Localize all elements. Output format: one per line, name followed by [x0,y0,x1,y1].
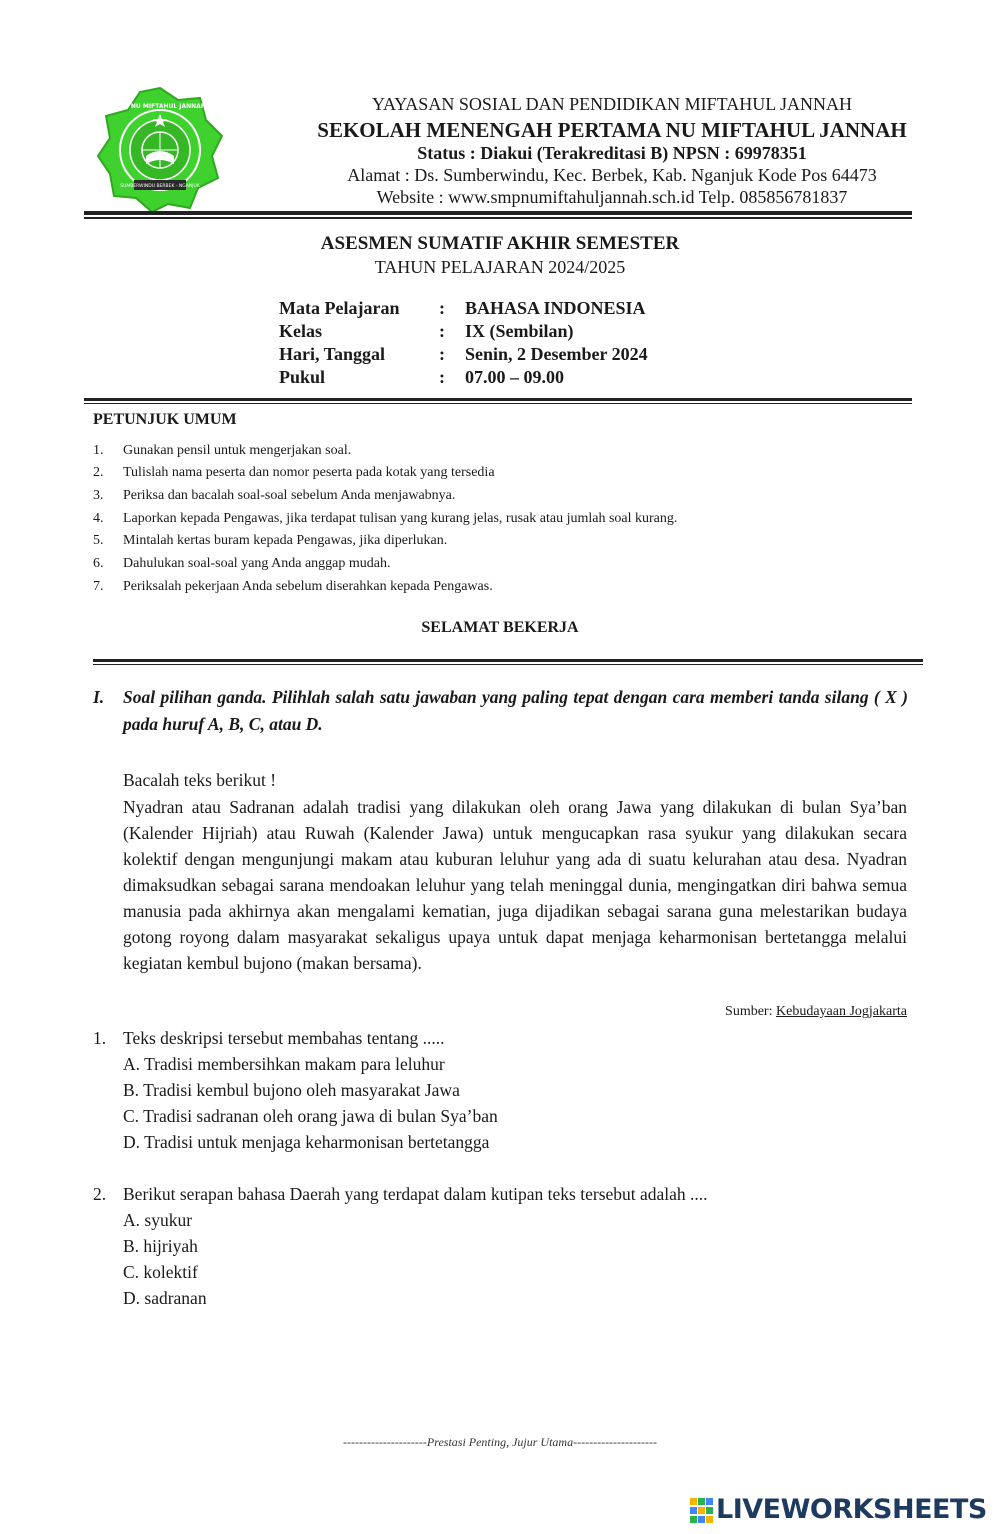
instruction-text: Dahulukan soal-soal yang Anda anggap mudah. [123,556,391,571]
logo-text-top: SMP NU MIFTAHUL JANNAH [114,103,206,110]
school-address: Alamat : Ds. Sumberwindu, Kec. Berbek, Kab. Nganjuk Kode Pos 64473 [347,165,877,185]
reading-source [725,1004,907,1020]
meta-divider-thick [84,398,912,401]
instruction-text: Periksa dan bacalah soal-soal sebelum Anda menjawabnya. [123,488,456,503]
q2-option-b[interactable]: B. hijriyah [123,1236,198,1256]
reading-prompt: Bacalah teks berikut ! [123,770,277,790]
section-divider-thick [93,659,923,662]
meta-value: 07.00 – 09.00 [465,367,564,387]
meta-divider-thin [84,403,912,404]
school-status: Status : Diakui (Terakreditasi B) NPSN : 69978351 [417,143,807,163]
q1-option-d[interactable]: D. Tradisi untuk menjaga keharmonisan bertetangga [123,1132,490,1152]
instruction-text: Tulislah nama peserta dan nomor peserta pada kotak yang tersedia [123,465,495,480]
meta-colon: : [439,321,445,341]
watermark-text: LIVEWORKSHEETS [716,1494,987,1525]
meta-key: Pukul [279,367,326,387]
source-link: Kebudayaan Jogjakarta [776,1004,907,1019]
footer-motto: ---------------------Prestasi Penting, Jujur Utama--------------------- [342,1435,658,1449]
instruction-text: Laporkan kepada Pengawas, jika terdapat tulisan yang kurang jelas, rusak atau jumlah soal kurang. [123,511,678,526]
instruction-text: Gunakan pensil untuk mengerjakan soal. [123,443,352,458]
logo-text-bottom: SUMBERWINDU BERBEK - NGANJUK [120,184,200,189]
meta-colon: : [439,344,445,364]
q1-option-b[interactable]: B. Tradisi kembul bujono oleh masyarakat Jawa [123,1080,460,1100]
header-divider-thick [84,211,912,215]
question-num: 2. [93,1184,107,1204]
school-name: SEKOLAH MENENGAH PERTAMA NU MIFTAHUL JANNAH [317,118,907,142]
source-label: Sumber: [725,1004,776,1019]
meta-colon: : [439,298,445,318]
instructions-heading: PETUNJUK UMUM [93,411,237,428]
liveworksheets-watermark [690,1494,990,1528]
section-divider-thin [93,664,923,665]
closing-greeting: SELAMAT BEKERJA [421,619,579,636]
meta-value: Senin, 2 Desember 2024 [465,344,648,364]
q1-option-a[interactable]: A. Tradisi membersihkan makam para leluhur [123,1054,445,1074]
meta-colon: : [439,367,445,387]
q2-option-c[interactable]: C. kolektif [123,1262,198,1282]
liveworksheets-logo-icon [690,1498,714,1524]
header-divider-thin [84,217,912,219]
question-num: 1. [93,1028,107,1048]
q1-option-c[interactable]: C. Tradisi sadranan oleh orang jawa di bulan Sya’ban [123,1106,498,1126]
q2-option-a[interactable]: A. syukur [123,1210,193,1230]
meta-key: Hari, Tanggal [279,344,386,364]
meta-value: BAHASA INDONESIA [465,298,646,318]
section-text: Soal pilihan ganda. Pilihlah salah satu jawaban yang paling tepat dengan cara memberi tanda silang ( X ) pada huruf A, B, C, atau D. [123,687,908,734]
instruction-num: 3. [93,488,104,503]
question-text: Berikut serapan bahasa Daerah yang terdapat dalam kutipan teks tersebut adalah .... [123,1184,708,1204]
instruction-text: Periksalah pekerjaan Anda sebelum diserahkan kepada Pengawas. [123,579,493,594]
exam-year: TAHUN PELAJARAN 2024/2025 [374,257,626,277]
reading-passage: Nyadran atau Sadranan adalah tradisi yang dilakukan oleh orang Jawa yang dilakukan di bulan Sya’ban (Kalender Hijriah) atau Ruwah (Kalender Jawa) untuk mengucapkan rasa syukur yang dilakukan secara kolektif dengan mengunjungi makam atau kuburan leluhur yang ada di suatu kelurahan atau desa. Nyadran dimaksudkan sebagai sarana mendoakan leluhur yang telah meninggal dunia, mengingatkan diri bahwa semua manusia pada akhirnya akan mengalami kematian, juga dijadikan sebagai sarana guna melestarikan budaya gotong royong dalam masyarakat sekaligus upaya untuk dapat menjaga keharmonisan bertetangga melalui kegiatan kembul bujono (makan bersama). [123,797,907,973]
exam-title: ASESMEN SUMATIF AKHIR SEMESTER [320,233,680,254]
instruction-num: 4. [93,511,104,526]
instruction-num: 2. [93,465,104,480]
instruction-num: 5. [93,533,104,548]
section-instruction [93,684,908,744]
instruction-num: 7. [93,579,104,594]
foundation-name: YAYASAN SOSIAL DAN PENDIDIKAN MIFTAHUL JANNAH [371,94,853,114]
question-text: Teks deskripsi tersebut membahas tentang ..... [123,1028,445,1048]
instruction-num: 6. [93,556,104,571]
meta-key: Mata Pelajaran [279,298,400,318]
q2-option-d[interactable]: D. sadranan [123,1288,207,1308]
instruction-text: Mintalah kertas buram kepada Pengawas, jika diperlukan. [123,533,448,548]
school-website: Website : www.smpnumiftahuljannah.sch.id Telp. 085856781837 [376,187,848,207]
meta-key: Kelas [279,321,322,341]
meta-value: IX (Sembilan) [465,321,574,341]
instruction-num: 1. [93,443,104,458]
section-num: I. [93,687,105,707]
